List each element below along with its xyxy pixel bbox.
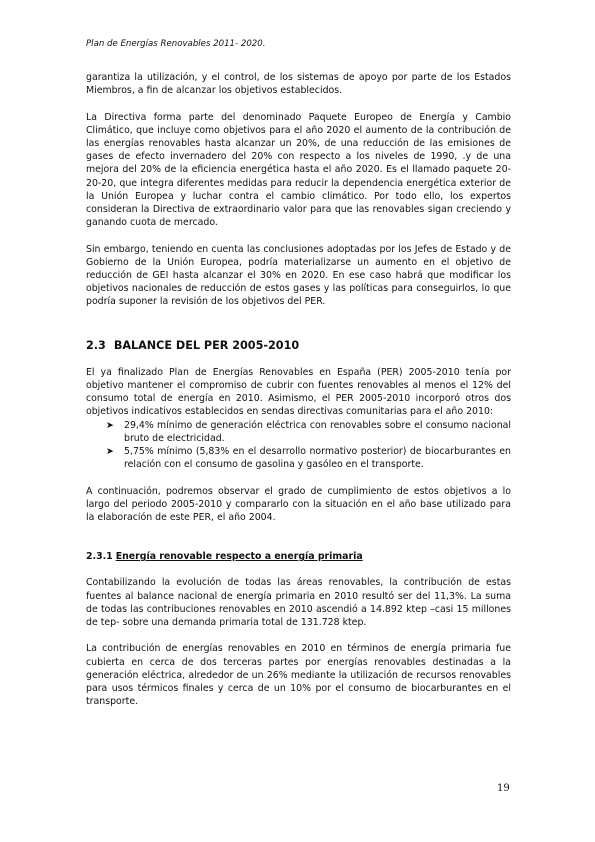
paragraph: Contabilizando la evolución de todas las áreas renovables, la contribución de estas fuentes al balance nacional de energía primaria en 2010 resultó ser del 11,3%. La suma de todas las contribuciones renovables en 2010 ascendió a 14.892 ktep –casi 15 millones de tep- sobre una demanda primaria total de 131.728 ktep. bbox=[86, 577, 511, 629]
section-heading-2-3 bbox=[86, 339, 511, 352]
page-number: 19 bbox=[497, 783, 510, 794]
section-number: 2.3 bbox=[86, 338, 106, 352]
section-heading-2-3-1 bbox=[86, 550, 511, 563]
paragraph: El ya finalizado Plan de Energías Renovables en España (PER) 2005-2010 tenía por objetivo mantener el compromiso de cubrir con fuentes renovables al menos el 12% del consumo total de energía en 2010. Asimismo, el PER 2005-2010 incorporó otros dos objetivos indicativos establecidos en sendas directivas comunitarias para el año 2010: bbox=[86, 366, 511, 418]
running-header: Plan de Energías Renovables 2011- 2020. bbox=[86, 39, 266, 49]
paragraph: garantiza la utilización, y el control, de los sistemas de apoyo por parte de los Estados Miembros, a fin de alcanzar los objetivos establecidos. bbox=[86, 72, 511, 97]
paragraph: La contribución de energías renovables en 2010 en términos de energía primaria fue cubierta en cerca de dos terceras partes por energías renovables destinadas a la generación eléctrica, alrededor de un 26% mediante la utilización de recursos renovables para usos térmicos finales y cerca de un 10% por el consumo de biocarburantes en el transporte. bbox=[86, 643, 511, 708]
paragraph: A continuación, podremos observar el grado de cumplimiento de estos objetivos a lo largo del periodo 2005-2010 y compararlo con la situación en el año base utilizado para la elaboración de este PER, el año 2004. bbox=[86, 485, 511, 524]
list-item bbox=[86, 419, 511, 445]
paragraph: Sin embargo, teniendo en cuenta las conclusiones adoptadas por los Jefes de Estado y de Gobierno de la Unión Europea, podría materializarse un aumento en el objetivo de reducción de GEI hasta alcanzar el 30% en 2020. En ese caso habrá que modificar los objetivos nacionales de reducción de estos gases y las políticas para conseguirlos, lo que podría suponer la revisión de los objetivos del PER. bbox=[86, 243, 511, 308]
arrow-bullet-icon: ➤ bbox=[106, 446, 114, 458]
section-title: BALANCE DEL PER 2005-2010 bbox=[113, 338, 300, 352]
arrow-bullet-icon: ➤ bbox=[106, 419, 114, 431]
section-title: Energía renovable respecto a energía primaria bbox=[115, 551, 363, 563]
section-number: 2.3.1 bbox=[86, 551, 113, 563]
document-body bbox=[86, 71, 511, 722]
bullet-text: 5,75% mínimo (5,83% en el desarrollo normativo posterior) de biocarburantes en relación con el consumo de gasolina y gasóleo en el transporte. bbox=[124, 446, 511, 471]
paragraph: La Directiva forma parte del denominado Paquete Europeo de Energía y Cambio Climático, que incluye como objetivos para el año 2020 el aumento de la contribución de las energías renovables hasta alcanzar un 20%, de una reducción de las emisiones de gases de efecto invernadero del 20% con respecto a los niveles de 1990, .y de una mejora del 20% de la eficiencia energética hasta el año 2020. Es el llamado paquete 20-20-20, que integra diferentes medidas para reducir la dependencia energética exterior de la Unión Europea y luchar contra el cambio climático. Por todo ello, los expertos consideran la Directiva de extraordinario valor para que las renovables sigan creciendo y ganando cuota de mercado. bbox=[86, 111, 511, 229]
bullet-text: 29,4% mínimo de generación eléctrica con renovables sobre el consumo nacional bruto de electricidad. bbox=[124, 419, 511, 444]
bullet-list bbox=[86, 419, 511, 472]
list-item bbox=[86, 445, 511, 471]
